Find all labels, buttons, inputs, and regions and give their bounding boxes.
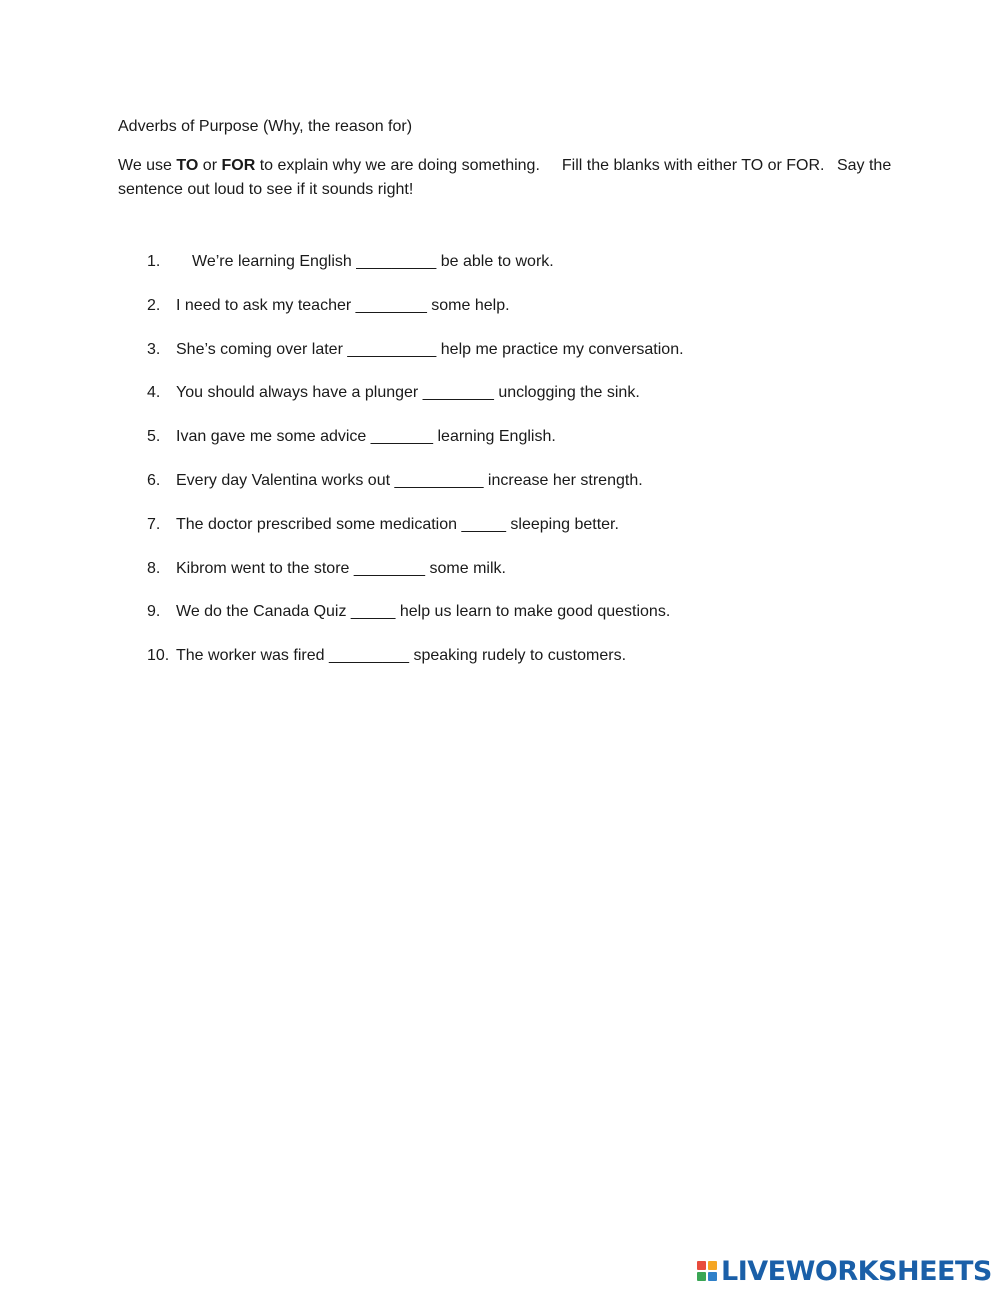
liveworksheets-logo-icon <box>697 1261 717 1281</box>
question-number: 8. <box>147 559 161 577</box>
intro-for: FOR <box>221 157 256 174</box>
liveworksheets-watermark <box>697 1256 992 1286</box>
question-number: 4. <box>147 384 161 402</box>
worksheet-title: Adverbs of Purpose (Why, the reason for) <box>118 118 413 135</box>
intro-or: or <box>202 157 218 174</box>
intro-we-use: We use <box>118 157 172 174</box>
watermark-text: LIVEWORKSHEETS <box>721 1255 992 1287</box>
question-text: She’s coming over later __________ help me practice my conversation. <box>176 340 684 358</box>
intro-instruction: Fill the blanks with either TO or FOR. <box>561 157 825 174</box>
question-text: The doctor prescribed some medication _____ sleeping better. <box>176 515 619 533</box>
intro-say: Say the sentence out loud to see if it sounds right! <box>118 157 892 198</box>
question-text: Every day Valentina works out __________ increase her strength. <box>176 471 643 489</box>
question-number: 7. <box>147 515 161 533</box>
question-text: The worker was fired _________ speaking rudely to customers. <box>176 647 627 665</box>
question-number: 1. <box>147 253 161 270</box>
question-number: 9. <box>147 603 161 621</box>
question-number: 6. <box>147 471 161 489</box>
logo-tile <box>708 1261 717 1270</box>
logo-tile <box>697 1261 706 1270</box>
question-text: I need to ask my teacher ________ some help. <box>176 296 510 314</box>
question-number: 3. <box>147 340 161 358</box>
question-text: You should always have a plunger ________ unclogging the sink. <box>176 384 640 402</box>
question-text: Kibrom went to the store ________ some milk. <box>176 559 506 577</box>
question-text: We’re learning English _________ be able to work. <box>192 253 554 270</box>
question-text: Ivan gave me some advice _______ learning English. <box>176 428 556 446</box>
intro-explain: to explain why we are doing something. <box>259 157 540 174</box>
logo-tile <box>697 1272 706 1281</box>
intro-to: TO <box>176 157 199 174</box>
question-number: 5. <box>147 428 161 446</box>
logo-tile <box>708 1272 717 1281</box>
question-number: 2. <box>147 296 161 314</box>
question-text: We do the Canada Quiz _____ help us learn to make good questions. <box>176 603 671 621</box>
question-number: 10. <box>147 647 170 665</box>
instructions <box>118 154 908 202</box>
